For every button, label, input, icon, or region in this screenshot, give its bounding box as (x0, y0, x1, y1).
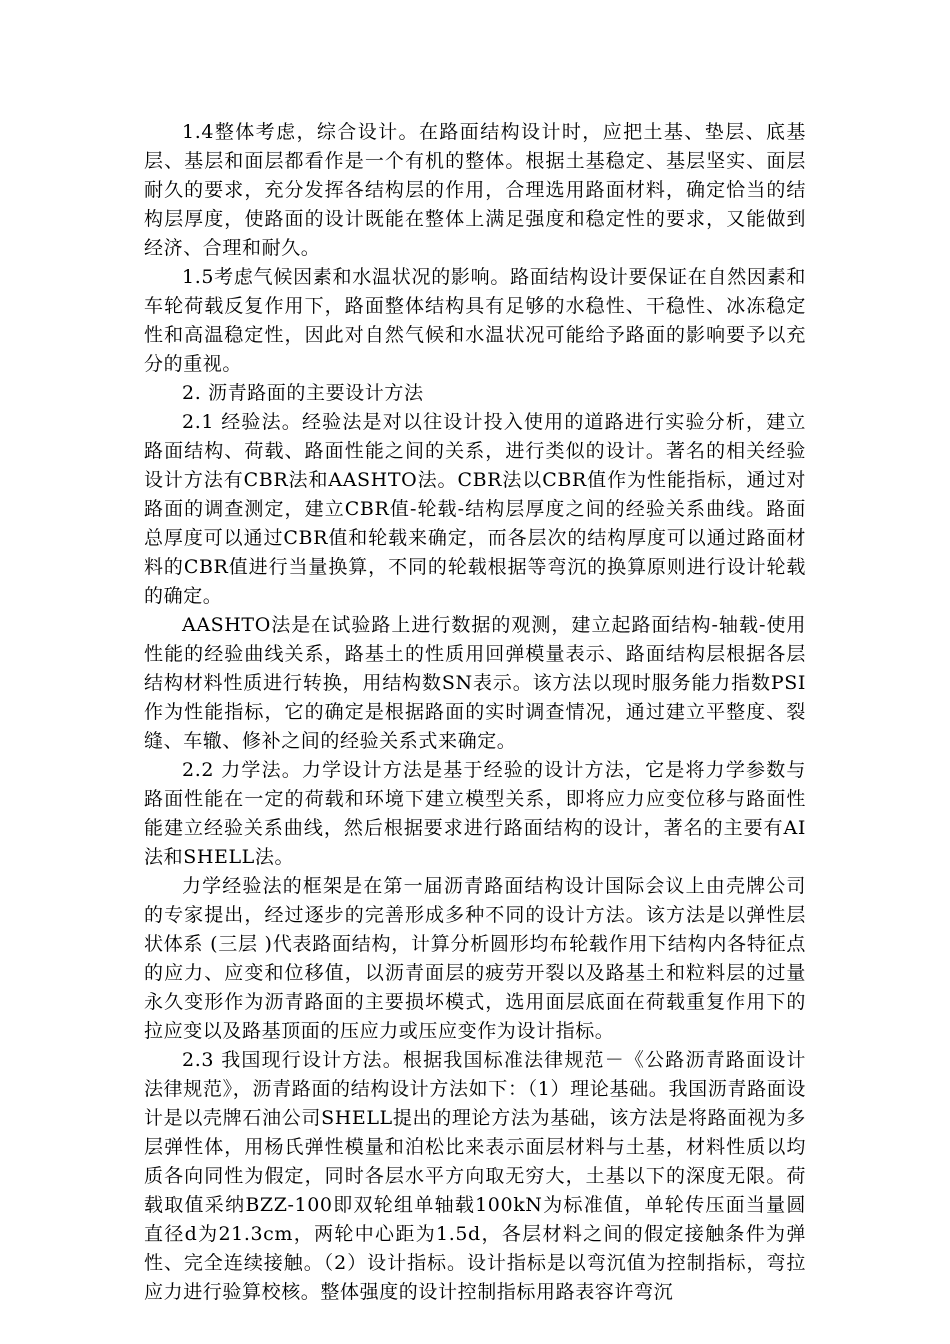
paragraph-aashto: AASHTO法是在试验路上进行数据的观测，建立起路面结构-轴载-使用性能的经验曲线关系，路基土的性质用回弹模量表示、路面结构层根据各层结构材料性质进行转换，用结构数SN表示。该方法以现时服务能力指数PSI作为性能指标，它的确定是根据路面的实时调查情况，通过建立平整度、裂缝、车辙、修补之间的经验关系式来确定。 (144, 614, 806, 752)
paragraph-2-2: 2.2 力学法。力学设计方法是基于经验的设计方法，它是将力学参数与路面性能在一定的荷载和环境下建立模型关系，即将应力应变位移与路面性能建立经验关系曲线，然后根据要求进行路面结构的设计，著名的主要有AI法和SHELL法。 (144, 759, 806, 868)
paragraph-1-4: 1.4整体考虑，综合设计。在路面结构设计时，应把土基、垫层、底基层、基层和面层都看作是一个有机的整体。根据土基稳定、基层坚实、面层耐久的要求，充分发挥各结构层的作用，合理选用路面材料，确定恰当的结构层厚度，使路面的设计既能在整体上满足强度和稳定性的要求，又能做到经济、合理和耐久。 (144, 121, 806, 259)
paragraph-2-1: 2.1 经验法。经验法是对以往设计投入使用的道路进行实验分析，建立路面结构、荷载、路面性能之间的关系，进行类似的设计。著名的相关经验设计方法有CBR法和AASHTO法。CBR法以CBR值作为性能指标，通过对路面的调查测定，建立CBR值-轮载-结构层厚度之间的经验关系曲线。路面总厚度可以通过CBR值和轮载来确定，而各层次的结构厚度可以通过路面材料的CBR值进行当量换算，不同的轮载根据等弯沉的换算原则进行设计轮载的确定。 (144, 411, 806, 607)
paragraph-2-3: 2.3 我国现行设计方法。根据我国标准法律规范－《公路沥青路面设计法律规范》，沥青路面的结构设计方法如下：（1）理论基础。我国沥青路面设计是以壳牌石油公司SHELL提出的理论方法为基础，该方法是将路面视为多层弹性体，用杨氏弹性模量和泊松比来表示面层材料与土基，材料性质以均质各向同性为假定，同时各层水平方向取无穷大，土基以下的深度无限。荷载取值采纳BZZ-100即双轮组单轴载100kN为标准值，单轮传压面当量圆直径d为21.3cm，两轮中心距为1.5d，各层材料之间的假定接触条件为弹性、完全连续接触。（2）设计指标。设计指标是以弯沉值为控制指标，弯拉应力进行验算校核。整体强度的设计控制指标用路表容许弯沉 (144, 1049, 806, 1303)
paragraph-mechanistic-empirical: 力学经验法的框架是在第一届沥青路面结构设计国际会议上由壳牌公司的专家提出，经过逐步的完善形成多种不同的设计方法。该方法是以弹性层状体系 (三层 )代表路面结构，计算分析圆形均布轮载作用下结构内各特征点的应力、应变和位移值，以沥青面层的疲劳开裂以及路基土和粒料层的过量永久变形作为沥青路面的主要损坏模式，选用面层底面在荷载重复作用下的拉应变以及路基顶面的压应力或压应变作为设计指标。 (144, 875, 806, 1042)
section-heading-2: 2. 沥青路面的主要设计方法 (182, 382, 424, 404)
document-page (144, 118, 806, 1307)
paragraph-1-5: 1.5考虑气候因素和水温状况的影响。路面结构设计要保证在自然因素和车轮荷载反复作用下，路面整体结构具有足够的水稳性、干稳性、冰冻稳定性和高温稳定性，因此对自然气候和水温状况可能给予路面的影响要予以充分的重视。 (144, 266, 806, 375)
